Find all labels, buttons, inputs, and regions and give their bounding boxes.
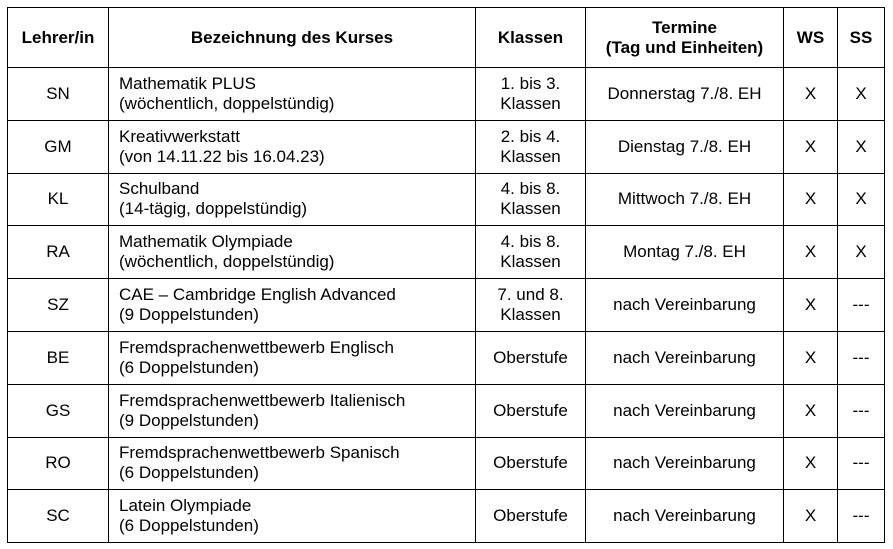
course-detail: (von 14.11.22 bis 16.04.23) (119, 146, 325, 166)
cell-ss: X (838, 120, 885, 173)
cell-classes (476, 173, 586, 226)
course-detail: (14-tägig, doppelstündig) (119, 199, 308, 219)
table-body (8, 68, 885, 543)
classes-line1: 4. bis 8. (500, 232, 561, 252)
table-row (8, 279, 885, 332)
cell-teacher: SZ (8, 279, 109, 332)
classes-line1: 7. und 8. (497, 285, 564, 305)
cell-ws: X (784, 173, 838, 226)
cell-course (109, 120, 476, 173)
header-dates (586, 8, 784, 68)
course-title: CAE – Cambridge English Advanced (119, 285, 396, 305)
cell-teacher: GS (8, 384, 109, 437)
classes-line2: Klassen (500, 93, 561, 113)
cell-classes (476, 331, 586, 384)
header-row (8, 8, 885, 68)
cell-course (109, 68, 476, 121)
cell-teacher: BE (8, 331, 109, 384)
cell-teacher: SN (8, 68, 109, 121)
classes-line1: 4. bis 8. (500, 179, 561, 199)
course-detail: (wöchentlich, doppelstündig) (119, 252, 335, 272)
course-title: Fremdsprachenwettbewerb Englisch (119, 337, 394, 357)
course-table (7, 7, 885, 543)
cell-dates: nach Vereinbarung (586, 490, 784, 543)
course-title: Kreativwerkstatt (119, 126, 240, 146)
classes-line2: Klassen (500, 252, 561, 272)
cell-ss: X (838, 68, 885, 121)
cell-teacher: RA (8, 226, 109, 279)
cell-classes (476, 120, 586, 173)
header-ws: WS (784, 8, 838, 68)
cell-ss: X (838, 226, 885, 279)
cell-course (109, 384, 476, 437)
cell-ws: X (784, 490, 838, 543)
cell-ss: --- (838, 331, 885, 384)
cell-dates: nach Vereinbarung (586, 437, 784, 490)
cell-dates: nach Vereinbarung (586, 279, 784, 332)
cell-classes (476, 68, 586, 121)
classes-line1: Oberstufe (493, 453, 568, 473)
cell-course (109, 331, 476, 384)
classes-line1: 1. bis 3. (500, 73, 561, 93)
classes-line2: Klassen (500, 305, 561, 325)
cell-dates: Dienstag 7./8. EH (586, 120, 784, 173)
header-ss: SS (838, 8, 885, 68)
cell-dates: nach Vereinbarung (586, 331, 784, 384)
course-title: Schulband (119, 179, 200, 199)
table-row (8, 68, 885, 121)
course-detail: (6 Doppelstunden) (119, 463, 259, 483)
course-title: Fremdsprachenwettbewerb Spanisch (119, 443, 400, 463)
course-detail: (6 Doppelstunden) (119, 516, 259, 536)
header-teacher: Lehrer/in (8, 8, 109, 68)
cell-dates: Donnerstag 7./8. EH (586, 68, 784, 121)
classes-line2: Klassen (500, 146, 561, 166)
header-classes: Klassen (476, 8, 586, 68)
cell-dates: Montag 7./8. EH (586, 226, 784, 279)
cell-teacher: RO (8, 437, 109, 490)
course-title: Mathematik PLUS (119, 73, 256, 93)
cell-classes (476, 490, 586, 543)
cell-course (109, 490, 476, 543)
cell-classes (476, 226, 586, 279)
cell-ws: X (784, 331, 838, 384)
table-row (8, 490, 885, 543)
cell-ss: X (838, 173, 885, 226)
course-title: Fremdsprachenwettbewerb Italienisch (119, 390, 406, 410)
table-row (8, 173, 885, 226)
course-detail: (6 Doppelstunden) (119, 357, 259, 377)
cell-teacher: SC (8, 490, 109, 543)
table-row (8, 437, 885, 490)
classes-line1: Oberstufe (493, 347, 568, 367)
header-course: Bezeichnung des Kurses (109, 8, 476, 68)
course-detail: (9 Doppelstunden) (119, 410, 259, 430)
table-row (8, 384, 885, 437)
cell-ws: X (784, 437, 838, 490)
cell-course (109, 173, 476, 226)
cell-teacher: GM (8, 120, 109, 173)
cell-classes (476, 437, 586, 490)
cell-classes (476, 279, 586, 332)
header-dates-line1: Termine (652, 17, 717, 37)
cell-course (109, 279, 476, 332)
cell-ws: X (784, 279, 838, 332)
cell-course (109, 437, 476, 490)
table-row (8, 120, 885, 173)
cell-classes (476, 384, 586, 437)
course-title: Latein Olympiade (119, 496, 252, 516)
cell-ws: X (784, 120, 838, 173)
cell-ss: --- (838, 279, 885, 332)
cell-ws: X (784, 384, 838, 437)
cell-teacher: KL (8, 173, 109, 226)
course-detail: (9 Doppelstunden) (119, 305, 259, 325)
course-title: Mathematik Olympiade (119, 232, 293, 252)
classes-line1: Oberstufe (493, 400, 568, 420)
cell-dates: Mittwoch 7./8. EH (586, 173, 784, 226)
cell-ss: --- (838, 490, 885, 543)
classes-line1: 2. bis 4. (500, 126, 561, 146)
classes-line1: Oberstufe (493, 506, 568, 526)
course-detail: (wöchentlich, doppelstündig) (119, 93, 335, 113)
cell-ws: X (784, 226, 838, 279)
cell-dates: nach Vereinbarung (586, 384, 784, 437)
table-row (8, 331, 885, 384)
classes-line2: Klassen (500, 199, 561, 219)
cell-ss: --- (838, 437, 885, 490)
cell-course (109, 226, 476, 279)
table-row (8, 226, 885, 279)
cell-ws: X (784, 68, 838, 121)
cell-ss: --- (838, 384, 885, 437)
header-dates-line2: (Tag und Einheiten) (605, 37, 764, 57)
